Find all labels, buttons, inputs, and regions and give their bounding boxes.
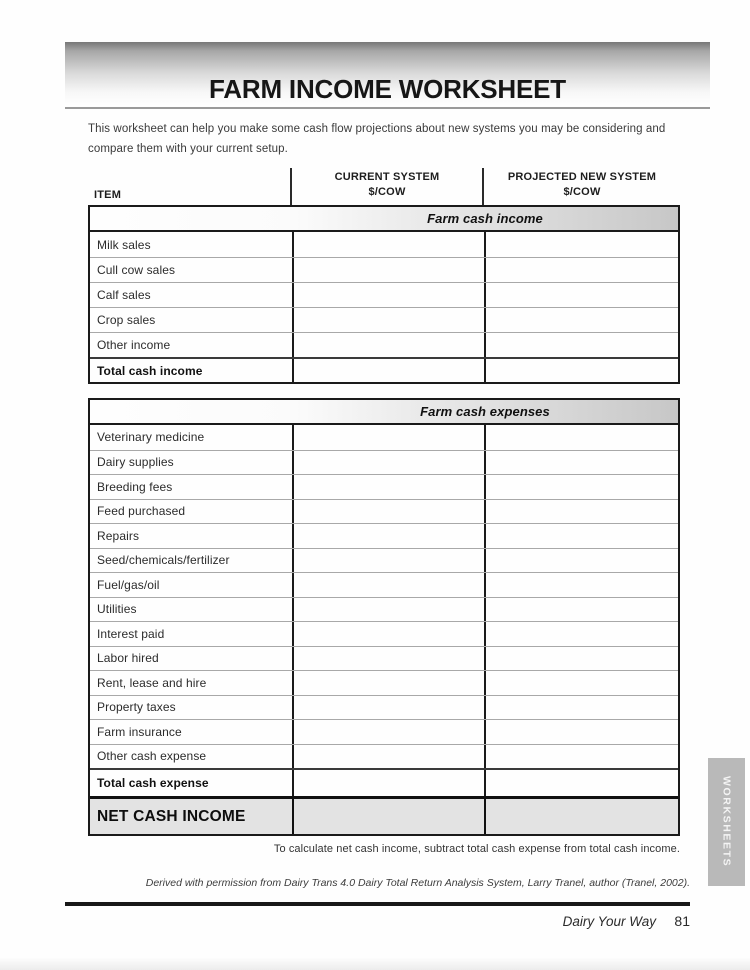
table-row (90, 548, 678, 573)
farm-cash-income-table (88, 205, 680, 384)
income-rows (90, 232, 678, 382)
item-cell: Farm insurance (97, 724, 182, 739)
item-cell: Seed/chemicals/fertilizer (97, 553, 230, 568)
value-cell-current (292, 573, 484, 597)
intro-paragraph: This worksheet can help you make some cash flow projections about new systems you may be considering and compare them with your current setup. (88, 123, 666, 156)
page-footer (390, 913, 690, 931)
table-row (90, 307, 678, 332)
title-divider (65, 107, 710, 109)
column-header-current-system (290, 168, 482, 205)
table-row (90, 257, 678, 282)
side-tab-label: WORKSHEETS (720, 776, 733, 868)
value-cell-current (292, 770, 484, 796)
current-system-unit: $/COW (368, 185, 406, 198)
table-row (90, 719, 678, 744)
value-cell-current (292, 308, 484, 332)
value-cell-projected (484, 524, 682, 548)
item-cell: Utilities (97, 602, 137, 617)
table-row (90, 768, 678, 796)
item-cell: Labor hired (97, 651, 159, 666)
table-row (90, 597, 678, 622)
value-cell-current (292, 451, 484, 475)
table-row (90, 450, 678, 475)
page-title: FARM INCOME WORKSHEET (209, 74, 566, 104)
item-cell: Repairs (97, 528, 140, 543)
value-cell-current (292, 598, 484, 622)
item-cell: Dairy supplies (97, 455, 174, 470)
value-cell-projected (484, 671, 682, 695)
value-cell-current (292, 333, 484, 357)
projected-system-label: PROJECTED NEW SYSTEM (507, 171, 657, 183)
table-column-headers (88, 168, 680, 205)
net-value-cell-projected (484, 799, 682, 834)
table-row (90, 744, 678, 769)
value-cell-current (292, 745, 484, 769)
bottom-gradient-band (0, 957, 750, 970)
value-cell-projected (484, 598, 682, 622)
net-cash-income-row (90, 796, 678, 834)
income-section-title: Farm cash income (427, 211, 543, 226)
value-cell-current (292, 671, 484, 695)
table-row (90, 670, 678, 695)
item-cell: Crop sales (97, 313, 156, 327)
attribution-note: Derived with permission from Dairy Trans 4.0 Dairy Total Return Analysis System, Larry Tranel, author (Tranel, 2002). (145, 877, 690, 889)
value-cell-current (292, 359, 484, 382)
value-cell-current (292, 622, 484, 646)
expenses-section-header (90, 400, 678, 425)
value-cell-projected (484, 720, 682, 744)
value-cell-projected (484, 573, 682, 597)
table-row (90, 357, 678, 382)
value-cell-current (292, 500, 484, 524)
farm-cash-expenses-table (88, 398, 680, 836)
footer-divider (65, 902, 690, 906)
item-cell: Breeding fees (97, 479, 173, 494)
value-cell-current (292, 524, 484, 548)
table-row (90, 695, 678, 720)
value-cell-projected (484, 647, 682, 671)
item-cell: Other income (97, 338, 171, 352)
value-cell-current (292, 549, 484, 573)
value-cell-projected (484, 745, 682, 769)
calculation-note: To calculate net cash income, subtract total cash expense from total cash income. (273, 843, 680, 855)
value-cell-current (292, 720, 484, 744)
net-cash-income-label: NET CASH INCOME (97, 807, 246, 825)
value-cell-current (292, 647, 484, 671)
table-row (90, 282, 678, 307)
value-cell-projected (484, 696, 682, 720)
value-cell-projected (484, 549, 682, 573)
item-cell: Total cash income (97, 363, 203, 378)
value-cell-projected (484, 359, 682, 382)
table-row (90, 523, 678, 548)
expenses-section-title: Farm cash expenses (420, 404, 550, 419)
item-cell: Milk sales (97, 237, 151, 252)
item-cell: Veterinary medicine (97, 430, 205, 445)
table-row (90, 474, 678, 499)
value-cell-projected (484, 500, 682, 524)
projected-system-unit: $/COW (563, 185, 601, 198)
table-row (90, 232, 678, 257)
value-cell-projected (484, 425, 682, 450)
book-title: Dairy Your Way (562, 914, 656, 929)
column-header-item: ITEM (94, 189, 122, 201)
item-cell: Total cash expense (97, 776, 209, 790)
current-system-label: CURRENT SYSTEM (334, 171, 440, 183)
item-cell: Other cash expense (97, 749, 207, 764)
net-value-cell-current (292, 799, 484, 834)
item-cell: Calf sales (97, 288, 151, 302)
item-cell: Fuel/gas/oil (97, 577, 160, 592)
value-cell-current (292, 283, 484, 307)
value-cell-projected (484, 475, 682, 499)
value-cell-current (292, 425, 484, 450)
item-cell: Feed purchased (97, 504, 186, 519)
table-row (90, 499, 678, 524)
value-cell-projected (484, 451, 682, 475)
value-cell-projected (484, 283, 682, 307)
value-cell-current (292, 232, 484, 257)
item-cell: Cull cow sales (97, 263, 176, 277)
item-cell: Rent, lease and hire (97, 675, 207, 690)
worksheets-side-tab (708, 758, 745, 886)
value-cell-projected (484, 308, 682, 332)
page-number: 81 (674, 913, 690, 929)
value-cell-projected (484, 333, 682, 357)
value-cell-projected (484, 258, 682, 282)
table-row (90, 646, 678, 671)
expense-rows (90, 425, 678, 796)
income-section-header (90, 207, 678, 232)
value-cell-current (292, 258, 484, 282)
value-cell-current (292, 475, 484, 499)
table-row (90, 572, 678, 597)
column-header-projected-system (482, 168, 680, 205)
table-row (90, 621, 678, 646)
value-cell-projected (484, 232, 682, 257)
item-cell: Interest paid (97, 626, 165, 641)
table-row (90, 332, 678, 357)
value-cell-projected (484, 770, 682, 796)
item-cell: Property taxes (97, 700, 176, 715)
value-cell-projected (484, 622, 682, 646)
table-row (90, 425, 678, 450)
value-cell-current (292, 696, 484, 720)
